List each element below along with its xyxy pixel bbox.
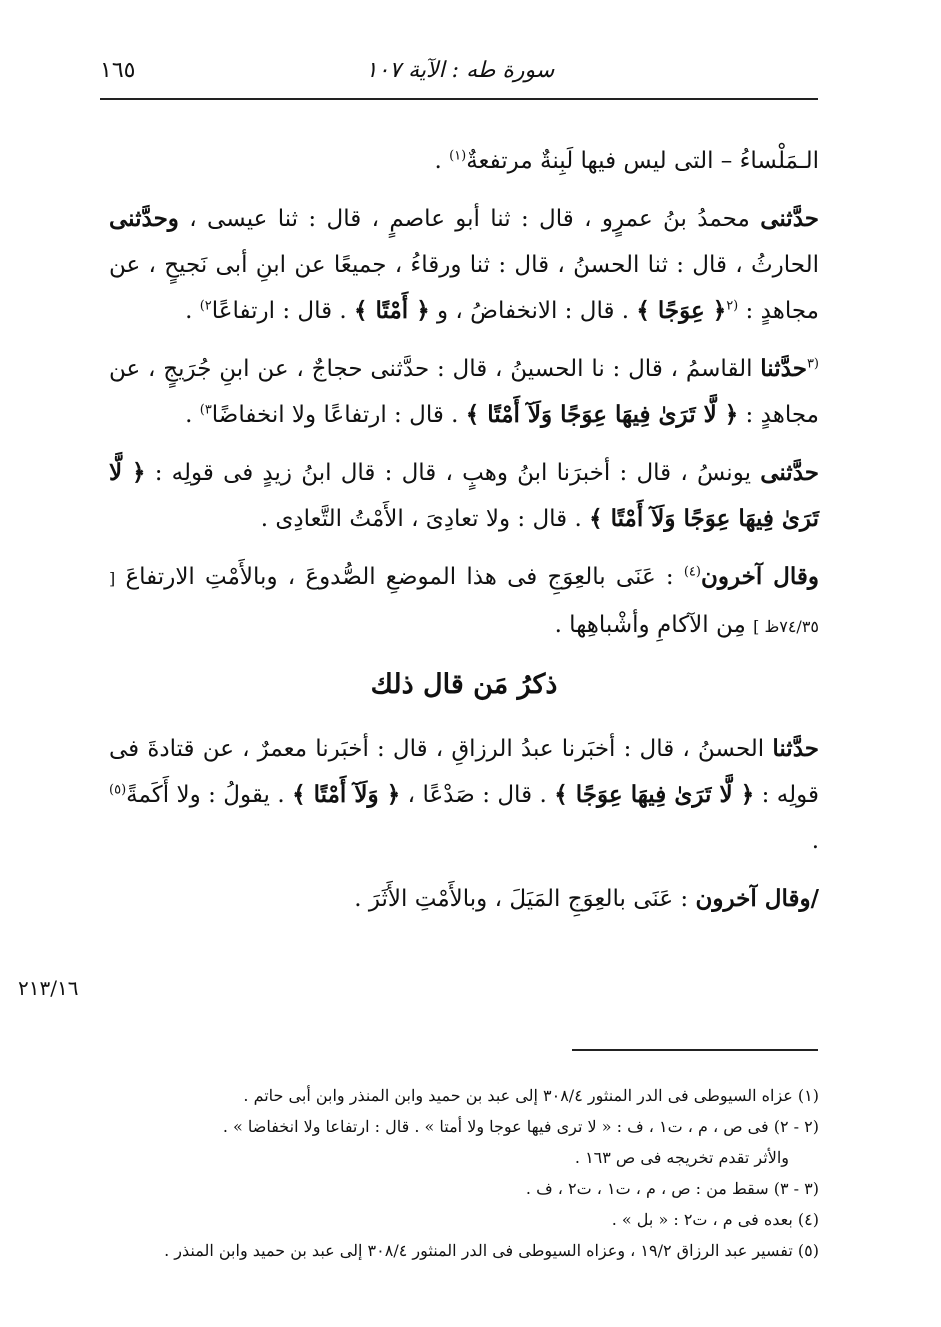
narration-lead: حدَّثنا (760, 355, 807, 382)
main-text (109, 138, 819, 934)
footnote-2-continuation: والأثر تقدم تخريجه فى ص ١٦٣ . (574, 1148, 789, 1167)
paragraph-1: حدَّثنى محمدُ بنُ عمرٍو ، قال : ثنا أبو عاصمٍ ، قال : ثنا عيسى ، وحدَّثنى الحارثُ ، قال : ثنا الحسنُ ، قال : ثنا ورقاءُ ، جميعًا عن ابنِ أبى نَجيحٍ ، عن مجاهدٍ : $^{(٢}$﴿ عِوَجًا ﴾ . قال : الانخفاضُ ، و ﴿ أَمْتًا ﴾ . قال : ارتفاعًا$^{٢)}$ . (109, 205, 819, 324)
paragraph-3 (109, 450, 819, 542)
footnote-marker: (٤) (683, 564, 701, 580)
text-segment: الحسنُ ، قال : أخبَرنا عبدُ الرزاقِ ، قال : أخبَرنا معمرٌ ، عن قتادةَ فى قولِه : (109, 736, 820, 808)
text-segment: الحارثُ ، قال : ثنا الحسنُ ، قال : ثنا ورقاءُ ، جميعًا عن ابنِ أبى نَجيحٍ ، عن مجاهدٍ : (109, 252, 819, 324)
narration-lead: /وقال آخرون (695, 885, 819, 912)
footnote-3: (٣ - ٣) سقط من : ص ، م ، ت١ ، ت٢ ، ف . (525, 1179, 819, 1198)
footnote-rule (572, 1049, 818, 1051)
footnote-marker: (٣ (806, 356, 819, 372)
text-segment: : عَنَى بالعِوَجِ المَيَلَ ، وبالأَمْتِ الأَثَرَ . (354, 886, 696, 912)
page-number: ١٦٥ (100, 58, 136, 83)
quran-quote: ﴿ عِوَجًا ﴾ (636, 297, 727, 324)
footnote-4: (٤) بعده فى م ، ت٢ : « بل » . (611, 1210, 819, 1229)
running-header (100, 58, 820, 92)
text-segment: محمدُ بنُ عمرٍو ، قال : ثنا أبو عاصمٍ ، قال : ثنا عيسى ، (178, 206, 761, 232)
margin-reference: ٢١٣/١٦ (18, 976, 79, 1000)
text-segment: . يقولُ : ولا أَكَمةً (126, 782, 293, 808)
paragraph-0: الـمَلْساءُ – التى ليس فيها لَبِنةٌ مرتفعةٌ$^{(١)}$ . (434, 148, 819, 174)
manuscript-reference: [ ٧٤/٣٥ظ ] (109, 569, 819, 636)
header-rule (100, 98, 818, 100)
footnote-marker: ٢) (199, 298, 212, 314)
narration-lead: وقال آخرون (700, 563, 819, 590)
paragraph-6 (109, 876, 819, 922)
text-segment: القاسمُ ، قال : نا الحسينُ ، قال : حدَّثنى حجاجٌ ، عن ابنِ جُرَيجٍ ، عن مجاهدٍ : (109, 356, 819, 428)
narration-lead: حدَّثنى (760, 205, 819, 232)
text-segment: : عَنَى بالعِوَجِ فى هذا الموضعِ الصُّدوعَ ، وبالأَمْتِ الارتفاعَ (115, 564, 684, 590)
narration-lead: وحدَّثنى (109, 205, 179, 232)
quran-quote: ﴿ لَّا تَرَىٰ فِيهَا عِوَجًا ﴾ (554, 781, 755, 808)
paragraph-4 (109, 554, 819, 650)
paragraph-5: حدَّثنا الحسنُ ، قال : أخبَرنا عبدُ الرزاقِ ، قال : أخبَرنا معمرٌ ، عن قتادةَ فى قولِه : ﴿ لَّا تَرَىٰ فِيهَا عِوَجًا ﴾ . قال : صَدْعًا ، ﴿ وَلَآ أَمْتًا ﴾ . يقولُ : ولا أَكَمةً$^{(٥)}$ . (109, 735, 820, 854)
footnote-marker: (٢ (726, 298, 739, 314)
text-segment: الـمَلْساءُ – التى ليس فيها لَبِنةٌ مرتفعةٌ (466, 148, 819, 174)
narration-lead: حدَّثنى (760, 459, 819, 486)
footnote-5: (٥) تفسير عبد الرزاق ١٩/٢ ، وعزاه السيوطى فى الدر المنثور ٣٠٨/٤ إلى عبد بن حميد وابن المنذر . (164, 1241, 819, 1260)
text-segment: . قال : ارتفاعًا (211, 298, 355, 324)
footnote-marker: (١) (449, 148, 467, 164)
header-title: سورة طه : الآية ١٠٧ (365, 58, 555, 83)
text-segment: . قال : الانخفاضُ ، و (429, 298, 637, 324)
quran-quote: ﴿ لَّا تَرَىٰ فِيهَا عِوَجًا وَلَآ أَمْتًا ﴾ (109, 459, 819, 532)
text-segment: . قال : ولا تعادِىَ ، الأَمْتُ التَّعادِى . (260, 506, 590, 532)
footnote-2: (٢ - ٢) فى ص ، م ، ت١ ، ف : « لا ترى فيها عوجا ولا أمتا » . قال : ارتفاعا ولا انخفاضا » . (222, 1117, 819, 1136)
footnote-1: (١) عزاه السيوطى فى الدر المنثور ٣٠٨/٤ إلى عبد بن حميد وابن المنذر وابن أبى حاتم . (243, 1086, 819, 1105)
footnote-marker: (٥) (109, 782, 127, 798)
text-segment: مِن الآكامِ وأشْباهِها . (554, 612, 754, 638)
footnotes (109, 1080, 819, 1266)
narration-lead: حدَّثنا (772, 735, 819, 762)
text-segment: يونسُ ، قال : أخبرَنا ابنُ وهبٍ ، قال : قال ابنُ زيدٍ فى قولِه : (145, 460, 761, 486)
paragraph-2: $^{(٣}$حدَّثنا القاسمُ ، قال : نا الحسينُ ، قال : حدَّثنى حجاجٌ ، عن ابنِ جُرَيجٍ ، عن مجاهدٍ : ﴿ لَّا تَرَىٰ فِيهَا عِوَجًا وَلَآ أَمْتًا ﴾ . قال : ارتفاعًا ولا انخفاضًا$^{٣)}$ . (109, 355, 819, 428)
quran-quote: ﴿ وَلَآ أَمْتًا ﴾ (292, 781, 401, 808)
quran-quote: ﴿ أَمْتًا ﴾ (354, 297, 430, 324)
quran-quote: ﴿ لَّا تَرَىٰ فِيهَا عِوَجًا وَلَآ أَمْتًا ﴾ (465, 401, 739, 428)
section-heading: ذكرُ مَن قال ذلك (370, 669, 558, 700)
footnote-marker: ٣) (199, 402, 212, 418)
text-segment: . قال : ارتفاعًا ولا انخفاضًا (211, 402, 466, 428)
text-segment: . قال : صَدْعًا ، (400, 782, 555, 808)
